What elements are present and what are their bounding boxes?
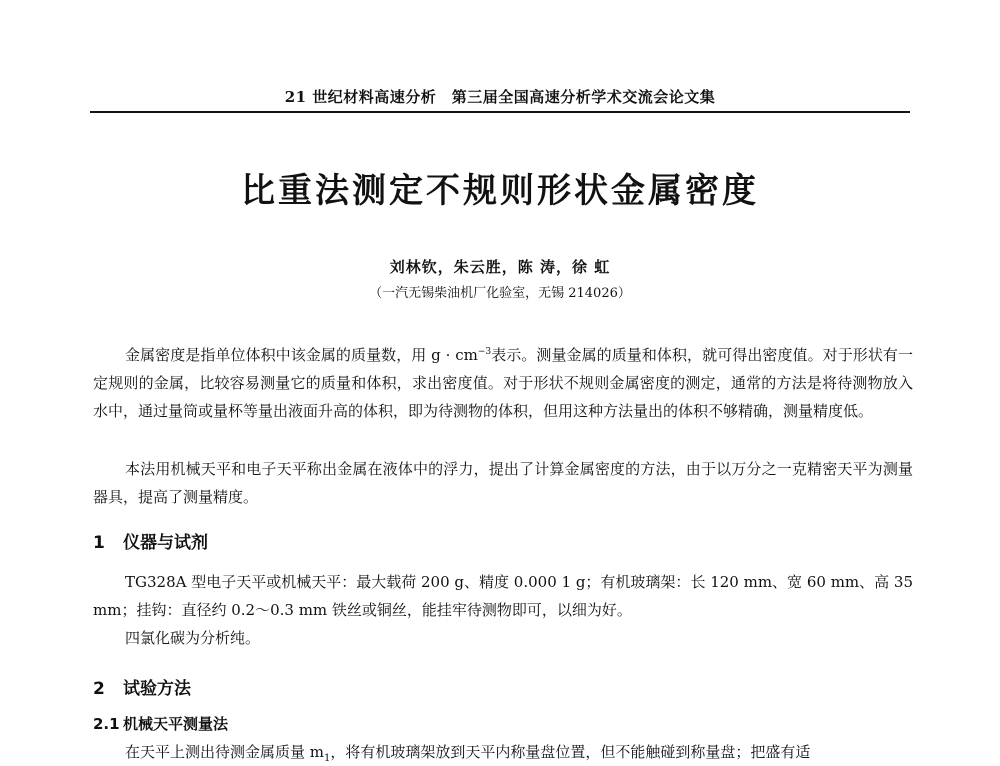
paragraph-mech-part2: ，将有机玻璃架放到天平内称量盘位置，但不能触碰到称量盘；把盛有适 <box>330 743 811 761</box>
affiliation: （一汽无锡柴油机厂化验室，无锡 214026） <box>369 286 631 301</box>
running-header: 21 世纪材料高速分析 第三届全国高速分析学术交流会论文集 <box>284 88 716 106</box>
paragraph-mech-part1: 在天平上测出待测金属质量 m <box>125 743 324 761</box>
header-rule <box>90 111 910 113</box>
unit-exponent: −3 <box>477 347 492 357</box>
section-heading-2 <box>93 674 191 699</box>
section-heading-1 <box>93 528 208 553</box>
paragraph-intro-part1: 金属密度是指单位体积中该金属的质量数，用 g · cm <box>125 346 478 364</box>
mass-subscript: 1 <box>324 753 331 764</box>
subsection-number: 2.1 <box>93 715 120 733</box>
paragraph-intro-part2: 表示。测量金属的质量和体积，就可得出密度值。对于形状有一定规则的金属，比较容易测量它的质量和体积，求出密度值。对于形状不规则金属密度的测定，通常的方法是将待测物放入水中，通过量筒或量杯等量出液面升高的体积，即为待测物的体积，但用这种方法量出的体积不够精确，测量精度低。 <box>93 346 913 420</box>
section-number: 2 <box>93 679 105 699</box>
paper-title: 比重法测定不规则形状金属密度 <box>241 171 759 211</box>
paragraph-instruments: TG328A 型电子天平或机械天平：最大载荷 200 g、精度 0.000 1 g；有机玻璃架：长 120 mm、宽 60 mm、高 35 mm；挂钩：直径约 0.2～0.3 mm 铁丝或铜丝，能挂牢待测物即可，以细为好。 <box>93 573 913 619</box>
paragraph-method-summary: 本法用机械天平和电子天平称出金属在液体中的浮力，提出了计算金属密度的方法，由于以万分之一克精密天平为测量器具，提高了测量精度。 <box>93 460 913 506</box>
paragraph-intro <box>93 341 913 425</box>
section-title: 试验方法 <box>123 679 191 699</box>
authors: 刘林钦，朱云胜，陈 涛，徐 虹 <box>389 258 611 276</box>
paragraph-mechanical-balance <box>93 738 913 766</box>
subsection-title: 机械天平测量法 <box>123 715 229 733</box>
section-number: 1 <box>93 533 105 553</box>
subsection-heading-2-1 <box>93 713 228 734</box>
section-title: 仪器与试剂 <box>123 533 208 553</box>
paragraph-reagents: 四氯化碳为分析纯。 <box>125 629 261 647</box>
